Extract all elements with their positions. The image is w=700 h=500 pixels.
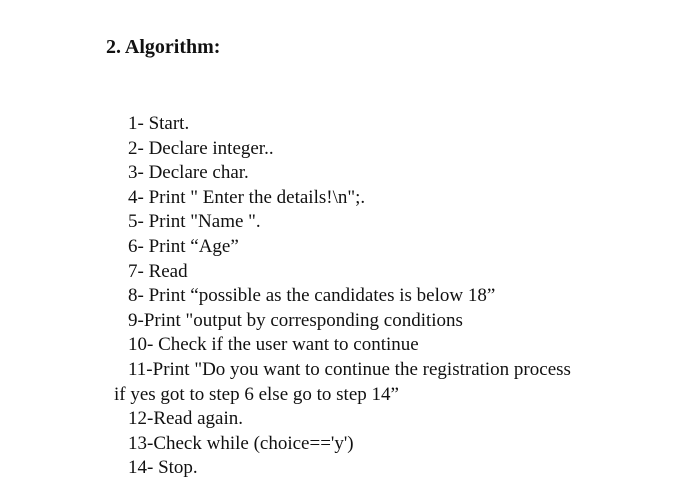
algorithm-step-1: 1- Start. xyxy=(128,113,190,134)
algorithm-step-11 xyxy=(114,358,571,407)
algorithm-step-12: 12-Read again. xyxy=(128,408,244,430)
algorithm-step-6: 6- Print “Age” xyxy=(128,235,239,257)
section-heading: 2. Algorithm: xyxy=(106,36,221,58)
algorithm-step-13: 13-Check while (choice=='y') xyxy=(128,432,354,454)
algorithm-step-7: 7- Read xyxy=(128,260,188,282)
algorithm-step-9: 9-Print "output by corresponding conditions xyxy=(128,309,463,331)
algorithm-step-11-text: 11-Print "Do you want to continue the registration process xyxy=(128,358,571,380)
algorithm-step-11-continuation: if yes got to step 6 else go to step 14” xyxy=(114,383,399,405)
algorithm-step-8: 8- Print “possible as the candidates is below 18” xyxy=(128,285,496,307)
algorithm-step-14: 14- Stop. xyxy=(128,457,198,479)
algorithm-step-3: 3- Declare char. xyxy=(128,162,249,184)
algorithm-steps-list xyxy=(114,112,571,481)
algorithm-step-5: 5- Print "Name ". xyxy=(128,211,261,233)
algorithm-step-10: 10- Check if the user want to continue xyxy=(128,334,419,356)
algorithm-step-4: 4- Print " Enter the details!\n";. xyxy=(128,186,366,208)
algorithm-step-2: 2- Declare integer.. xyxy=(128,137,274,159)
